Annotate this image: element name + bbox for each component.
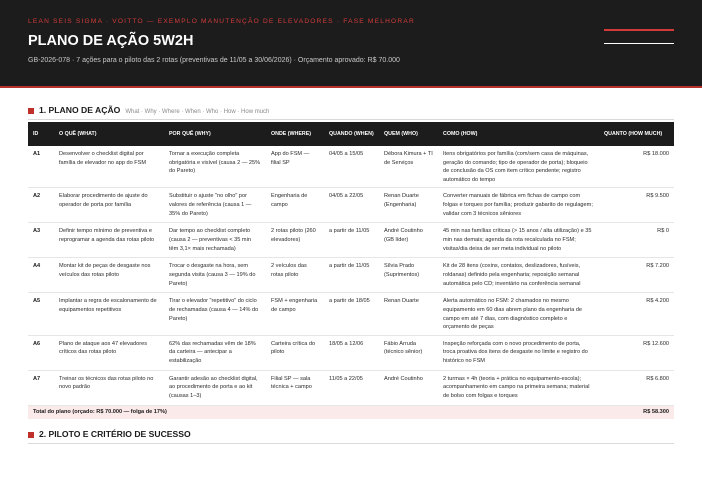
table-header-row — [28, 122, 674, 146]
cell-id: A7 — [28, 370, 54, 405]
cell-why: Garantir adesão ao checklist digital, ao procedimento de porta e ao kit (causas 1–3) — [164, 370, 266, 405]
page-header — [0, 0, 702, 86]
cell-how: Inspeção reforçada com o novo procedimento de porta, troca proativa dos itens de desgaste no limite e registro do histórico no FSM — [438, 335, 599, 370]
section-marker — [28, 108, 34, 114]
cell-where: 2 rotas piloto (260 elevadores) — [266, 223, 324, 258]
cell-who: Renan Duarte (Engenharia) — [379, 188, 438, 223]
cell-how-much: R$ 4.200 — [599, 293, 674, 335]
cell-how-much: R$ 0 — [599, 223, 674, 258]
cell-how: 45 min nas famílias críticas (> 15 anos / alta utilização) e 35 min nas demais; agenda da rota recalculada no FSM; visitas/dia deixa de ser meta individual no piloto — [438, 223, 599, 258]
section-2-title: 2. PILOTO E CRITÉRIO DE SUCESSO — [39, 429, 191, 439]
cell-how-much: R$ 12.600 — [599, 335, 674, 370]
table-row — [28, 188, 674, 223]
cell-how-much: R$ 18.000 — [599, 146, 674, 188]
cell-when: 18/05 a 12/06 — [324, 335, 379, 370]
cell-how-much: R$ 7.200 — [599, 258, 674, 293]
cell-how: 2 turmas × 4h (teoria + prática no equipamento-escola); acompanhamento em campo na primeira semana; material de bolso com folgas e torques — [438, 370, 599, 405]
table-row — [28, 335, 674, 370]
cell-why: Tirar o elevador "repetitivo" do ciclo de rechamadas (causa 4 — 14% do Pareto) — [164, 293, 266, 335]
cell-who: André Coutinho — [379, 370, 438, 405]
col-header-what: O QUÊ (WHAT) — [54, 122, 164, 146]
col-header-id: ID — [28, 122, 54, 146]
cell-when: a partir de 18/05 — [324, 293, 379, 335]
cell-what: Montar kit de peças de desgaste nos veículos das rotas piloto — [54, 258, 164, 293]
cell-when: 04/05 a 22/05 — [324, 188, 379, 223]
col-header-why: POR QUÊ (WHY) — [164, 122, 266, 146]
table-row — [28, 146, 674, 188]
cell-where: Carteira crítica do piloto — [266, 335, 324, 370]
cell-who: Débora Kimura + TI de Serviços — [379, 146, 438, 188]
cell-id: A1 — [28, 146, 54, 188]
table-row — [28, 223, 674, 258]
cell-when: a partir de 11/05 — [324, 223, 379, 258]
cell-how: Converter manuais de fábrica em fichas de campo com folgas e torques por família; produzir gabarito de regulagem; validar com 3 técnicos sêniores — [438, 188, 599, 223]
section-1-title: 1. PLANO DE AÇÃO — [39, 105, 121, 115]
cell-what: Definir tempo mínimo de preventiva e reprogramar a agenda das rotas piloto — [54, 223, 164, 258]
cell-why: Trocar o desgaste na hora, sem segunda visita (causa 3 — 19% do Pareto) — [164, 258, 266, 293]
cell-why: Dar tempo ao checklist completo (causa 2 — preventivas < 35 min têm 3,1× mais rechamada) — [164, 223, 266, 258]
table-row — [28, 258, 674, 293]
cell-why: Tornar a execução completa obrigatória e visível (causa 2 — 25% do Pareto) — [164, 146, 266, 188]
cell-where: Engenharia de campo — [266, 188, 324, 223]
header-subtitle: GB-2026-078 · 7 ações para o piloto das 2 rotas (preventivas de 11/05 a 30/06/2026) · Orçamento aprovado: R$ 70.000 — [28, 57, 400, 64]
table-total-row — [28, 405, 674, 419]
header-kicker: LEAN SEIS SIGMA · VOITTO — EXEMPLO MANUTENÇÃO DE ELEVADORES · FASE MELHORAR — [28, 18, 415, 25]
cell-id: A6 — [28, 335, 54, 370]
cell-why: Substituir o ajuste "no olho" por valores de referência (causa 1 — 35% do Pareto) — [164, 188, 266, 223]
section-1-heading — [28, 105, 674, 119]
cell-how: Alerta automático no FSM: 2 chamados no mesmo equipamento em 60 dias abrem plano da engenharia de campo em até 7 dias, com diagnóstico completo e orçamento de peças — [438, 293, 599, 335]
cell-where: Filial SP — sala técnica + campo — [266, 370, 324, 405]
section-1-title-wrap — [39, 105, 269, 115]
cell-what: Treinar os técnicos das rotas piloto no novo padrão — [54, 370, 164, 405]
cell-id: A3 — [28, 223, 54, 258]
cell-how: Kit de 28 itens (coxins, contatos, deslizadores, fusíveis, roldanas) definido pela engenharia; reposição semanal automática pelo CD; inventário na conferência semanal — [438, 258, 599, 293]
col-header-how: COMO (HOW) — [438, 122, 599, 146]
cell-id: A2 — [28, 188, 54, 223]
cell-who: André Coutinho (GB líder) — [379, 223, 438, 258]
col-header-where: ONDE (WHERE) — [266, 122, 324, 146]
cell-why: 62% das rechamadas vêm de 18% da carteira — antecipar a estabilização — [164, 335, 266, 370]
header-accent-red-line — [604, 29, 674, 31]
cell-what: Implantar a regra de escalonamento de equipamentos repetitivos — [54, 293, 164, 335]
cell-when: 11/05 a 22/05 — [324, 370, 379, 405]
table-row — [28, 370, 674, 405]
header-red-strip — [0, 86, 702, 88]
cell-who: Fábio Arruda (técnico sênior) — [379, 335, 438, 370]
cell-what: Desenvolver o checklist digital por família de elevador no app do FSM — [54, 146, 164, 188]
section-2-rule — [28, 443, 674, 444]
header-accent-white-line — [604, 43, 674, 44]
cell-where: 2 veículos das rotas piloto — [266, 258, 324, 293]
cell-what: Plano de ataque aos 47 elevadores críticos das rotas piloto — [54, 335, 164, 370]
cell-how-much: R$ 9.500 — [599, 188, 674, 223]
col-header-how-much: QUANTO (HOW MUCH) — [599, 122, 674, 146]
page-title: PLANO DE AÇÃO 5W2H — [28, 33, 194, 49]
cell-who: Renan Duarte — [379, 293, 438, 335]
section-1-rule — [28, 119, 674, 120]
section-2-heading — [28, 429, 674, 443]
table-row — [28, 293, 674, 335]
cell-id: A5 — [28, 293, 54, 335]
total-label: Total do plano (orçado: R$ 70.000 — folga de 17%) — [28, 405, 599, 419]
cell-when: a partir de 11/05 — [324, 258, 379, 293]
action-plan-table — [28, 122, 674, 419]
action-plan-table-wrap — [28, 122, 674, 419]
section-marker — [28, 432, 34, 438]
section-1-note: What · Why · Where · When · Who · How · How much — [125, 109, 270, 115]
total-value: R$ 58.300 — [599, 405, 674, 419]
cell-who: Sílvia Prado (Suprimentos) — [379, 258, 438, 293]
cell-where: FSM + engenharia de campo — [266, 293, 324, 335]
col-header-who: QUEM (WHO) — [379, 122, 438, 146]
col-header-when: QUANDO (WHEN) — [324, 122, 379, 146]
cell-what: Elaborar procedimento de ajuste do operador de porta por família — [54, 188, 164, 223]
cell-when: 04/05 a 15/05 — [324, 146, 379, 188]
cell-where: App do FSM — filial SP — [266, 146, 324, 188]
cell-how: Itens obrigatórios por família (com/sem casa de máquinas, geração do comando; tipo de operador de porta); bloqueio de conclusão da OS com item crítico pendente; registro automático do tempo — [438, 146, 599, 188]
cell-id: A4 — [28, 258, 54, 293]
cell-how-much: R$ 6.800 — [599, 370, 674, 405]
